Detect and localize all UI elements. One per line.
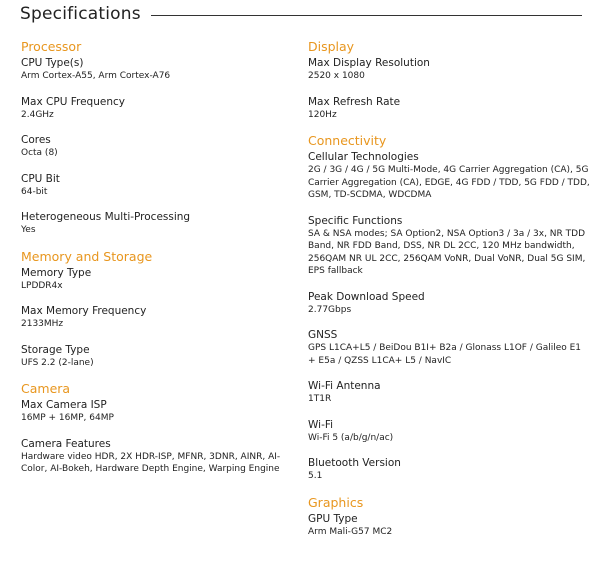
spec-value: Arm Mali-G57 MC2 xyxy=(308,526,393,537)
spec-item xyxy=(21,211,289,237)
spec-item xyxy=(21,267,289,293)
spec-label: Specific Functions xyxy=(308,214,403,227)
spec-item xyxy=(308,380,590,406)
section-camera xyxy=(21,381,289,476)
header-divider xyxy=(151,15,582,16)
spec-value: Arm Cortex-A55, Arm Cortex-A76 xyxy=(21,71,171,81)
spec-value: SA & NSA modes; SA Option2, NSA Option3 / 3a / 3x, NR TDD Band, NR FDD Band, DSS, NR DL 2CC, 120 MHz bandwidth, 256QAM NR UL 2CC, 256QAM VoNR, Dual VoNR, Dual 5G SIM, EPS fallback xyxy=(308,228,586,276)
spec-value: GPS L1CA+L5 / BeiDou B1I+ B2a / Glonass L1OF / Galileo E1 + E5a / QZSS L1CA+ L5 / NavIC xyxy=(308,343,582,366)
section-graphics xyxy=(308,495,590,539)
spec-label: GPU Type xyxy=(308,512,358,525)
spec-label: Peak Download Speed xyxy=(308,290,425,303)
spec-value: UFS 2.2 (2-lane) xyxy=(21,357,94,368)
spec-item xyxy=(308,513,590,539)
spec-item xyxy=(308,151,590,202)
spec-label: Max Refresh Rate xyxy=(308,95,401,108)
spec-label: Max Display Resolution xyxy=(308,57,430,69)
spec-item xyxy=(21,96,289,122)
spec-value: 2.4GHz xyxy=(21,109,54,120)
spec-value: 2133MHz xyxy=(21,319,64,329)
spec-value: Hardware video HDR, 2X HDR-ISP, MFNR, 3DNR, AINR, AI-Color, AI-Bokeh, Hardware Depth Engine, Warping Engine xyxy=(21,451,281,474)
section-processor xyxy=(21,39,289,237)
page-header xyxy=(20,4,582,24)
spec-label: Cellular Technologies xyxy=(308,151,419,163)
section-display xyxy=(308,39,590,121)
spec-label: Heterogeneous Multi-Processing xyxy=(21,211,191,223)
spec-value: Yes xyxy=(21,225,36,235)
spec-item xyxy=(21,399,289,425)
spec-item xyxy=(308,329,590,367)
spec-value: 1T1R xyxy=(308,394,332,404)
spec-item xyxy=(308,291,590,317)
spec-label: Max Camera ISP xyxy=(21,399,107,411)
spec-value: Wi-Fi 5 (a/b/g/n/ac) xyxy=(308,432,394,443)
section-title: Connectivity xyxy=(308,133,387,148)
spec-value: 2G / 3G / 4G / 5G Multi-Mode, 4G Carrier Aggregation (CA), 5G Carrier Aggregation (CA), EDGE, 4G FDD / TDD, 5G FDD / TDD, GSM, TD-SCDMA, WDCDMA xyxy=(308,165,590,200)
spec-item xyxy=(21,134,289,160)
spec-value: Octa (8) xyxy=(21,148,58,158)
section-title: Graphics xyxy=(308,494,364,510)
spec-label: Bluetooth Version xyxy=(308,457,401,469)
spec-label: Max CPU Frequency xyxy=(21,95,125,108)
spec-value: 2.77Gbps xyxy=(308,304,352,315)
section-title: Camera xyxy=(21,381,71,396)
spec-label: CPU Bit xyxy=(21,172,60,185)
spec-item xyxy=(308,57,590,83)
spec-item xyxy=(21,344,289,370)
spec-item xyxy=(308,457,590,483)
section-title: Processor xyxy=(21,39,82,54)
spec-item xyxy=(21,305,289,331)
spec-value: 64-bit xyxy=(21,186,48,197)
spec-label: Max Memory Frequency xyxy=(21,305,147,317)
spec-label: Camera Features xyxy=(21,437,111,450)
spec-item xyxy=(308,419,590,445)
spec-value: LPDDR4x xyxy=(21,280,63,291)
spec-label: Wi-Fi xyxy=(308,418,334,431)
spec-value: 120Hz xyxy=(308,109,337,120)
spec-value: 16MP + 16MP, 64MP xyxy=(21,413,114,423)
spec-item xyxy=(21,438,289,476)
spec-item xyxy=(21,57,289,83)
spec-value: 5.1 xyxy=(308,471,323,481)
right-column xyxy=(308,39,590,551)
section-connectivity xyxy=(308,133,590,483)
spec-label: CPU Type(s) xyxy=(21,57,84,69)
section-memory-storage xyxy=(21,249,289,370)
spec-label: Memory Type xyxy=(21,266,92,279)
spec-value: 2520 x 1080 xyxy=(308,71,365,81)
page-title: Specifications xyxy=(20,4,141,24)
section-title: Display xyxy=(308,39,355,54)
spec-label: Cores xyxy=(21,134,51,146)
left-column xyxy=(21,39,289,489)
spec-item xyxy=(308,96,590,122)
spec-item xyxy=(308,215,590,278)
spec-label: Storage Type xyxy=(21,343,90,356)
spec-label: Wi-Fi Antenna xyxy=(308,380,381,392)
section-title: Memory and Storage xyxy=(21,248,153,264)
spec-item xyxy=(21,173,289,199)
spec-label: GNSS xyxy=(308,329,338,341)
